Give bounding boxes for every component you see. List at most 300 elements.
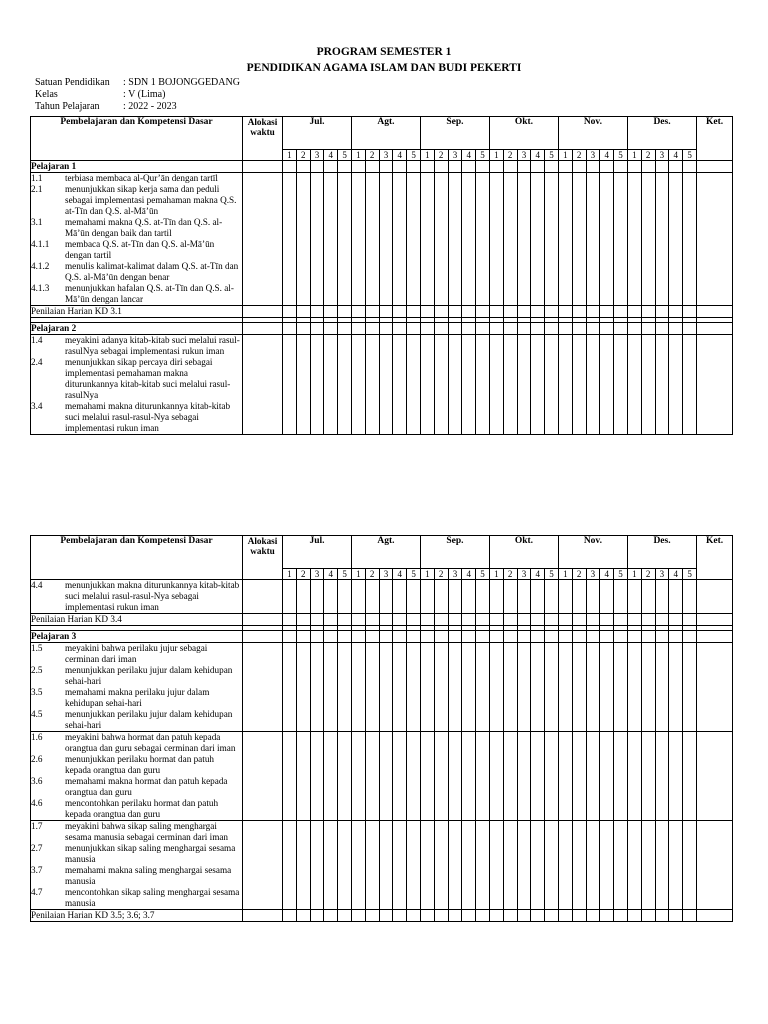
week-cell [379, 335, 393, 435]
week-cell [420, 173, 434, 306]
alokasi-cell [243, 323, 283, 335]
week-cell [476, 580, 490, 614]
week-cell [614, 161, 628, 173]
week-cell [655, 732, 669, 821]
week-cell [531, 821, 545, 910]
week-cell [503, 631, 517, 643]
week-cell [531, 631, 545, 643]
week-cell [683, 323, 697, 335]
week-cell [434, 161, 448, 173]
ket-cell [697, 580, 733, 614]
week-cell [600, 643, 614, 732]
kd-item: 1.5 meyakini bahwa perilaku jujur sebagai cerminan dari iman [31, 643, 208, 664]
week-cell [407, 306, 421, 318]
week-cell [462, 173, 476, 306]
week-cell [669, 910, 683, 922]
week-number: 3 [655, 569, 669, 580]
week-cell [434, 821, 448, 910]
week-cell [600, 161, 614, 173]
week-cell [296, 335, 310, 435]
week-cell [586, 821, 600, 910]
doc-info [35, 77, 240, 113]
week-cell [627, 335, 641, 435]
kd-item: 3.4 memahami makna diturunkannya kitab-kitab suci melalui rasul-rasul-Nya sebagai implementasi rukun iman [31, 401, 231, 433]
week-number: 5 [407, 150, 421, 161]
week-cell [489, 643, 503, 732]
alokasi-cell [243, 580, 283, 614]
kd-item: 3.1 memahami makna Q.S. at-Tīn dan Q.S. al-Mā’ūn dengan baik dan tartil [31, 217, 223, 238]
week-cell [572, 335, 586, 435]
week-cell [669, 323, 683, 335]
week-cell [310, 323, 324, 335]
month-header: Nov. [558, 117, 627, 150]
alokasi-cell [243, 732, 283, 821]
week-cell [338, 323, 352, 335]
week-cell [351, 306, 365, 318]
week-cell [351, 323, 365, 335]
table-row [31, 821, 733, 910]
week-number: 1 [351, 150, 365, 161]
week-number: 2 [434, 150, 448, 161]
week-number: 4 [669, 150, 683, 161]
week-cell [572, 821, 586, 910]
table-row [31, 614, 733, 626]
week-number: 5 [545, 150, 559, 161]
week-cell [283, 580, 297, 614]
week-cell [558, 323, 572, 335]
week-cell [572, 161, 586, 173]
week-number: 2 [296, 150, 310, 161]
week-number: 3 [517, 569, 531, 580]
week-cell [283, 323, 297, 335]
week-cell [338, 306, 352, 318]
week-cell [296, 323, 310, 335]
month-header: Des. [627, 536, 696, 569]
week-cell [393, 173, 407, 306]
week-cell [489, 335, 503, 435]
week-number: 4 [324, 569, 338, 580]
week-cell [600, 335, 614, 435]
week-cell [296, 732, 310, 821]
alokasi-header: Alokasi waktu [243, 117, 283, 161]
week-number: 4 [462, 569, 476, 580]
week-number: 1 [558, 569, 572, 580]
week-cell [365, 643, 379, 732]
week-number: 3 [517, 150, 531, 161]
week-cell [558, 306, 572, 318]
week-cell [586, 614, 600, 626]
table-row [31, 910, 733, 922]
week-cell [324, 732, 338, 821]
week-cell [572, 631, 586, 643]
week-cell [572, 643, 586, 732]
week-cell [283, 614, 297, 626]
week-number: 5 [683, 569, 697, 580]
week-cell [310, 306, 324, 318]
week-cell [351, 614, 365, 626]
alokasi-cell [243, 306, 283, 318]
week-cell [531, 161, 545, 173]
week-cell [338, 631, 352, 643]
week-cell [420, 732, 434, 821]
week-number: 3 [586, 150, 600, 161]
week-cell [545, 335, 559, 435]
kd-item: 4.1.1 membaca Q.S. at-Tīn dan Q.S. al-Mā’ūn dengan tartil [31, 239, 215, 260]
week-cell [393, 306, 407, 318]
week-cell [296, 161, 310, 173]
week-cell [407, 614, 421, 626]
week-cell [545, 173, 559, 306]
week-cell [503, 173, 517, 306]
week-cell [614, 821, 628, 910]
week-cell [683, 161, 697, 173]
week-cell [683, 580, 697, 614]
week-cell [283, 732, 297, 821]
week-number: 4 [531, 150, 545, 161]
week-cell [545, 161, 559, 173]
week-cell [683, 335, 697, 435]
week-cell [614, 732, 628, 821]
week-cell [531, 732, 545, 821]
week-number: 1 [558, 150, 572, 161]
week-cell [462, 631, 476, 643]
week-cell [641, 631, 655, 643]
alokasi-cell [243, 161, 283, 173]
week-number: 2 [365, 569, 379, 580]
alokasi-cell [243, 821, 283, 910]
week-cell [641, 580, 655, 614]
week-cell [572, 580, 586, 614]
week-cell [462, 614, 476, 626]
week-number: 1 [283, 150, 297, 161]
week-cell [420, 306, 434, 318]
week-cell [627, 910, 641, 922]
week-cell [283, 910, 297, 922]
week-number: 2 [641, 569, 655, 580]
week-cell [365, 161, 379, 173]
kd-items [31, 643, 243, 732]
week-number: 3 [379, 569, 393, 580]
week-cell [338, 910, 352, 922]
week-number: 2 [503, 150, 517, 161]
week-cell [655, 580, 669, 614]
week-cell [365, 306, 379, 318]
month-header: Agt. [351, 536, 420, 569]
week-number: 1 [627, 150, 641, 161]
week-cell [517, 643, 531, 732]
week-cell [517, 580, 531, 614]
week-cell [545, 643, 559, 732]
week-cell [393, 631, 407, 643]
week-cell [614, 910, 628, 922]
week-cell [310, 732, 324, 821]
week-cell [627, 306, 641, 318]
week-cell [627, 323, 641, 335]
week-cell [655, 631, 669, 643]
week-cell [324, 161, 338, 173]
week-cell [489, 732, 503, 821]
week-cell [572, 323, 586, 335]
week-number: 4 [324, 150, 338, 161]
week-cell [379, 631, 393, 643]
week-cell [558, 614, 572, 626]
week-cell [489, 910, 503, 922]
week-cell [683, 643, 697, 732]
week-cell [448, 643, 462, 732]
week-cell [448, 631, 462, 643]
week-cell [338, 732, 352, 821]
table-row [31, 643, 733, 732]
week-cell [503, 643, 517, 732]
week-cell [627, 614, 641, 626]
table-header-row [31, 536, 733, 569]
week-cell [600, 821, 614, 910]
table-row [31, 580, 733, 614]
week-cell [586, 173, 600, 306]
week-cell [324, 323, 338, 335]
week-cell [365, 910, 379, 922]
week-cell [545, 732, 559, 821]
week-cell [448, 732, 462, 821]
week-cell [503, 580, 517, 614]
week-cell [627, 580, 641, 614]
week-cell [545, 821, 559, 910]
week-number: 1 [351, 569, 365, 580]
ket-cell [697, 821, 733, 910]
week-cell [614, 306, 628, 318]
week-cell [600, 173, 614, 306]
alokasi-cell [243, 910, 283, 922]
week-number: 2 [641, 150, 655, 161]
ket-cell [697, 173, 733, 306]
ket-cell [697, 643, 733, 732]
week-cell [669, 306, 683, 318]
ket-cell [697, 323, 733, 335]
month-header: Agt. [351, 117, 420, 150]
week-cell [476, 323, 490, 335]
week-cell [476, 335, 490, 435]
table-row [31, 732, 733, 821]
alokasi-cell [243, 614, 283, 626]
week-cell [655, 643, 669, 732]
week-number: 4 [669, 569, 683, 580]
assessment-row: Penilaian Harian KD 3.5; 3.6; 3.7 [31, 910, 243, 922]
week-cell [517, 161, 531, 173]
week-cell [420, 323, 434, 335]
week-cell [669, 643, 683, 732]
week-cell [531, 614, 545, 626]
program-table-1 [30, 116, 733, 435]
week-number: 5 [614, 150, 628, 161]
week-cell [283, 631, 297, 643]
week-cell [434, 631, 448, 643]
week-cell [462, 643, 476, 732]
week-cell [365, 821, 379, 910]
week-number: 5 [545, 569, 559, 580]
week-cell [462, 323, 476, 335]
week-cell [338, 821, 352, 910]
kd-item: 3.6 memahami makna hormat dan patuh kepada orangtua dan guru [31, 776, 228, 797]
kd-item: 2.1 menunjukkan sikap kerja sama dan peduli sebagai implementasi pemahaman makna Q.S. at-Tīn dan Q.S. al-Mā’ūn [31, 184, 237, 216]
week-cell [296, 910, 310, 922]
week-cell [324, 335, 338, 435]
week-cell [393, 323, 407, 335]
week-cell [393, 614, 407, 626]
week-cell [324, 821, 338, 910]
week-cell [600, 323, 614, 335]
week-cell [379, 614, 393, 626]
week-cell [641, 732, 655, 821]
kd-item: 4.1.3 menunjukkan hafalan Q.S. at-Tīn dan Q.S. al-Mā’ūn dengan lancar [31, 283, 234, 304]
week-number: 3 [379, 150, 393, 161]
week-cell [476, 614, 490, 626]
week-cell [393, 161, 407, 173]
doc-title: PROGRAM SEMESTER 1 [316, 46, 452, 58]
week-cell [517, 173, 531, 306]
kd-item: 1.6 meyakini bahwa hormat dan patuh kepada orangtua dan guru sebagai cerminan dari iman [31, 732, 236, 753]
week-cell [365, 323, 379, 335]
month-header: Okt. [489, 117, 558, 150]
week-cell [545, 631, 559, 643]
week-number: 1 [420, 569, 434, 580]
week-number: 5 [476, 150, 490, 161]
week-cell [531, 580, 545, 614]
week-cell [365, 631, 379, 643]
week-cell [614, 580, 628, 614]
week-cell [641, 910, 655, 922]
alokasi-cell [243, 173, 283, 306]
week-number: 5 [476, 569, 490, 580]
week-number: 5 [614, 569, 628, 580]
week-cell [503, 335, 517, 435]
section-title: Pelajaran 3 [31, 631, 243, 643]
week-cell [641, 643, 655, 732]
week-cell [489, 173, 503, 306]
week-cell [379, 161, 393, 173]
week-number: 2 [296, 569, 310, 580]
week-cell [434, 614, 448, 626]
week-cell [558, 631, 572, 643]
week-cell [517, 631, 531, 643]
ket-cell [697, 161, 733, 173]
week-cell [338, 161, 352, 173]
week-number: 4 [393, 569, 407, 580]
week-cell [324, 631, 338, 643]
week-cell [503, 161, 517, 173]
week-cell [462, 732, 476, 821]
week-cell [531, 173, 545, 306]
week-cell [296, 580, 310, 614]
week-cell [655, 910, 669, 922]
week-cell [586, 732, 600, 821]
week-cell [324, 173, 338, 306]
week-cell [310, 631, 324, 643]
week-cell [310, 643, 324, 732]
week-cell [669, 580, 683, 614]
week-cell [338, 580, 352, 614]
week-cell [379, 910, 393, 922]
kd-items [31, 173, 243, 306]
week-cell [627, 732, 641, 821]
week-cell [351, 580, 365, 614]
week-cell [655, 821, 669, 910]
week-cell [669, 732, 683, 821]
week-cell [683, 732, 697, 821]
kd-item: 3.5 memahami makna perilaku jujur dalam kehidupan sehai-hari [31, 687, 210, 708]
week-cell [351, 821, 365, 910]
week-cell [586, 161, 600, 173]
week-cell [641, 614, 655, 626]
week-cell [641, 161, 655, 173]
week-cell [572, 306, 586, 318]
week-cell [420, 910, 434, 922]
kd-header: Pembelajaran dan Kompetensi Dasar [31, 536, 243, 580]
week-cell [669, 614, 683, 626]
week-cell [296, 173, 310, 306]
week-cell [448, 173, 462, 306]
week-cell [407, 643, 421, 732]
week-cell [434, 323, 448, 335]
month-header: Sep. [420, 117, 489, 150]
week-cell [614, 614, 628, 626]
week-cell [627, 161, 641, 173]
week-cell [379, 580, 393, 614]
week-cell [476, 161, 490, 173]
week-cell [351, 335, 365, 435]
table-row [31, 161, 733, 173]
week-cell [393, 732, 407, 821]
month-header: Okt. [489, 536, 558, 569]
info-row: Kelas : V (Lima) [35, 89, 166, 100]
week-number: 4 [600, 150, 614, 161]
week-cell [476, 732, 490, 821]
week-cell [462, 161, 476, 173]
week-cell [393, 580, 407, 614]
table-row [31, 335, 733, 435]
week-cell [420, 161, 434, 173]
month-header: Des. [627, 117, 696, 150]
week-cell [600, 614, 614, 626]
week-cell [614, 643, 628, 732]
kd-item: 4.6 mencontohkan perilaku hormat dan patuh kepada orangtua dan guru [31, 798, 219, 819]
week-cell [669, 173, 683, 306]
week-number: 3 [448, 569, 462, 580]
week-cell [517, 821, 531, 910]
week-cell [641, 173, 655, 306]
week-cell [517, 614, 531, 626]
week-number: 5 [407, 569, 421, 580]
week-cell [407, 631, 421, 643]
assessment-row: Penilaian Harian KD 3.1 [31, 306, 243, 318]
week-cell [434, 306, 448, 318]
week-cell [434, 732, 448, 821]
week-cell [338, 614, 352, 626]
week-cell [283, 821, 297, 910]
week-cell [517, 335, 531, 435]
week-number: 1 [489, 569, 503, 580]
week-cell [586, 910, 600, 922]
week-cell [545, 580, 559, 614]
week-cell [365, 580, 379, 614]
kd-item: 4.1.2 menulis kalimat-kalimat dalam Q.S. at-Tīn dan Q.S. al-Mā’ūn dengan benar [31, 261, 239, 282]
week-cell [365, 732, 379, 821]
week-cell [283, 306, 297, 318]
week-cell [641, 323, 655, 335]
week-cell [641, 335, 655, 435]
week-number: 3 [586, 569, 600, 580]
week-cell [407, 821, 421, 910]
kd-items [31, 821, 243, 910]
